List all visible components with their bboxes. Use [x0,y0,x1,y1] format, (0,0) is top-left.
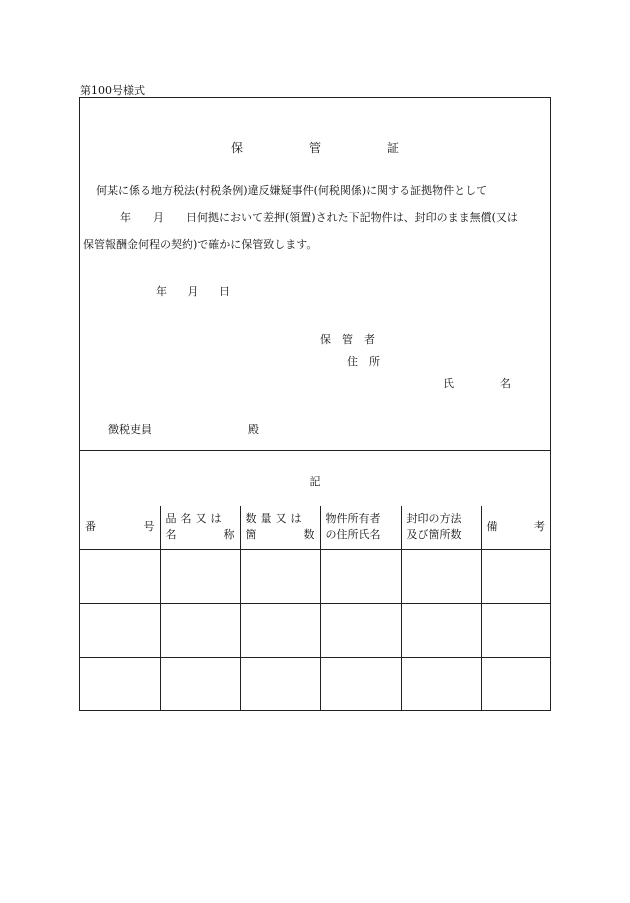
date-day: 日 [219,285,230,298]
table-cell [401,603,481,657]
header-item-name-right: 称 [223,528,235,542]
table-cell [80,603,160,657]
table-row [80,603,550,657]
form-number: 第100号様式 [80,84,145,97]
table-cell [240,603,320,657]
header-remarks [481,506,550,549]
table-cell [320,549,401,603]
header-owner-line2: の住所氏名 [325,528,381,542]
certificate-frame [79,97,551,711]
body-line-1: 何某に係る地方税法(村税条例)違反嫌疑事件(何税関係)に関する証拠物件として [96,184,488,197]
keeper-block [320,329,511,395]
table-cell [240,657,320,711]
header-seal-line1: 封印の方法 [406,512,462,526]
header-seal-line2: 及び箇所数 [406,528,462,542]
table-header-row [80,506,550,549]
body-line-2: 年 月 日何拠において差押(領置)された下記物件は、封印のまま無償(又は [120,211,518,224]
table-row [80,549,550,603]
table-cell [320,657,401,711]
table-cell [401,549,481,603]
header-owner [320,506,401,549]
officer-line [108,421,259,437]
officer-honorific: 殿 [248,423,259,436]
header-number-right: 号 [143,520,155,534]
header-owner-line1: 物件所有者 [325,512,381,526]
header-item-name [160,506,240,549]
header-quantity-line1: 数量又は [245,512,306,526]
keeper-name-first: 氏 [443,377,454,390]
table-cell [160,657,240,711]
ki-label: 記 [309,475,321,488]
document-title [80,139,550,156]
table-cell [80,549,160,603]
title-char-3: 証 [387,141,400,155]
header-number [80,506,160,549]
officer-label: 徴税吏員 [108,423,152,436]
header-quantity-right: 数 [303,528,315,542]
title-char-2: 管 [308,141,321,155]
keeper-label: 保 管 者 [320,333,375,346]
table-row [80,657,550,711]
header-number-left: 番 [85,520,96,534]
table-cell [240,549,320,603]
date-month: 月 [187,285,199,298]
table-cell [80,657,160,711]
table-cell [320,603,401,657]
header-quantity [240,506,320,549]
table-cell [481,657,550,711]
keeper-address-label: 住 所 [347,355,380,368]
table-cell [481,603,550,657]
table-cell [160,603,240,657]
header-remarks-right: 考 [534,520,545,534]
table-cell [401,657,481,711]
table-cell [481,549,550,603]
header-seal [401,506,481,549]
body-line-3: 保管報酬金何程の契約)で確かに保管致します。 [83,238,318,251]
header-item-name-line1: 品名又は [165,512,226,526]
header-quantity-left: 箇 [245,528,257,542]
title-char-1: 保 [230,141,243,155]
table-cell [160,549,240,603]
issue-date [156,283,247,299]
date-year: 年 [156,285,167,298]
section-divider [80,450,550,451]
header-remarks-left: 備 [486,520,498,534]
items-table [80,506,550,711]
keeper-name-second: 名 [500,377,511,390]
header-item-name-left: 名 [165,528,177,542]
